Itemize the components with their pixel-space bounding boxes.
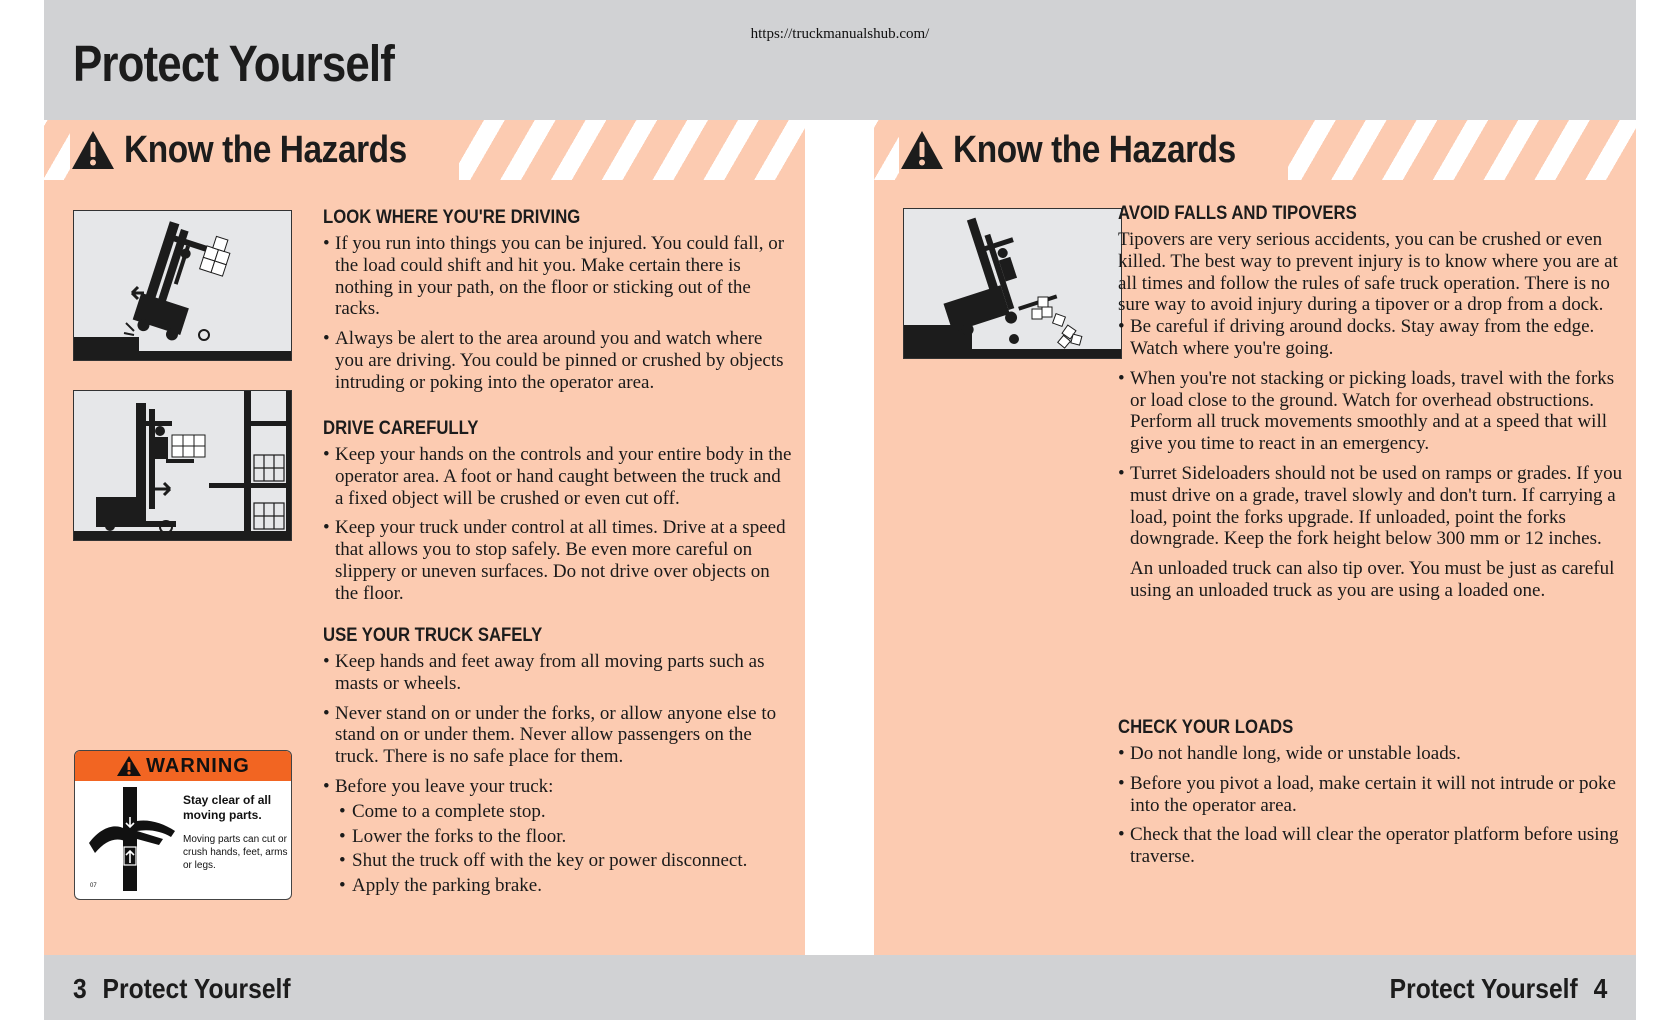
warning-triangle-icon: [70, 129, 116, 171]
list-item: • Keep your truck under control at all times. Drive at a speed that allows you to stop safely. Be even more careful on slippery or uneven surfaces. Do not drive over objects on the floor.: [323, 517, 793, 604]
crush-hazard-pictogram: [81, 783, 181, 893]
list-item: • Do not handle long, wide or unstable loads.: [1118, 743, 1623, 765]
hazard-heading: [70, 120, 459, 180]
sub-list-item: • Come to a complete stop.: [335, 801, 793, 823]
footer-title: Protect Yourself: [1389, 973, 1578, 1004]
section-title: CHECK YOUR LOADS: [1118, 717, 1294, 738]
warning-decal-description: Moving parts can cut or crush hands, feet, arms or legs.: [183, 834, 288, 871]
list-item: • Never stand on or under the forks, or allow anyone else to stand on or under them. Never allow passengers on the truck. There is no safe place for them.: [323, 703, 793, 768]
warning-decal-headline: Stay clear of all moving parts.: [183, 793, 272, 822]
source-url: https://truckmanualshub.com/: [750, 26, 930, 42]
list-item: • Turret Sideloaders should not be used on ramps or grades. If you must drive on a grade, travel slowly and don't turn. If carrying a load, point the forks upgrade. If unloaded, point the forks downgrade. Keep the fork height below 300 mm or 12 inches.: [1118, 463, 1623, 550]
list-item: • Always be alert to the area around you and watch where you are driving. You could be pinned or crushed by objects intruding or poking into the operator area.: [323, 328, 793, 393]
warning-decal-code: 07: [90, 883, 97, 889]
page-gutter: [805, 120, 874, 955]
section-avoid-falls: [1118, 203, 1623, 610]
section-title: DRIVE CAREFULLY: [323, 418, 479, 439]
section-drive-carefully: [323, 418, 793, 613]
section-look-where-driving: [323, 207, 793, 402]
warning-decal: [74, 750, 292, 900]
paragraph: Tipovers are very serious accidents, you can be crushed or even killed. The best way to prevent injury is to know where you are at all times and follow the rules of safe truck operation. There is no sure way to avoid injury during a tipover or a drop from a dock.: [1118, 229, 1618, 316]
page-number: 3: [73, 973, 87, 1004]
list-item: • Keep hands and feet away from all moving parts such as masts or wheels.: [323, 651, 793, 695]
list-item: • If you run into things you can be injured. You could fall, or the load could shift and hit you. Make certain there is nothing in your path, on the floor or sticking out of the racks.: [323, 233, 793, 320]
page-footer: [44, 955, 1636, 1020]
section-use-truck-safely: [323, 625, 793, 905]
list-item: • Be careful if driving around docks. Stay away from the edge. Watch where you're going.: [1118, 316, 1623, 360]
list-item: [323, 776, 793, 897]
warning-triangle-icon: [116, 755, 142, 777]
right-page-panel: [874, 120, 1636, 955]
left-page-panel: [44, 120, 805, 955]
sub-list-item: • Lower the forks to the floor.: [335, 826, 793, 848]
illustration-rack-aisle: [73, 390, 292, 541]
section-title: AVOID FALLS AND TIPOVERS: [1118, 203, 1357, 224]
section-heading: Know the Hazards: [953, 128, 1236, 171]
list-item: • When you're not stacking or picking loads, travel with the forks or load close to the ground. Watch for overhead obstructions. Perform all truck movements smoothly and at a speed that will give you time to react in an emergency.: [1118, 368, 1623, 455]
illustration-dock-tipover: [903, 208, 1122, 359]
hazard-heading: [899, 120, 1288, 180]
list-item: • Check that the load will clear the operator platform before using traverse.: [1118, 824, 1623, 868]
section-title: LOOK WHERE YOU'RE DRIVING: [323, 207, 581, 228]
paragraph: An unloaded truck can also tip over. You must be just as careful using an unloaded truck as you are using a loaded one.: [1130, 558, 1615, 601]
section-heading: Know the Hazards: [124, 128, 407, 171]
list-item: • Before you pivot a load, make certain it will not intrude or poke into the operator area.: [1118, 773, 1623, 817]
warning-triangle-icon: [899, 129, 945, 171]
footer-title: Protect Yourself: [102, 973, 291, 1004]
footer-left: [73, 973, 291, 1005]
page-number: 4: [1593, 973, 1607, 1004]
manual-spread: [44, 0, 1636, 1020]
section-title: USE YOUR TRUCK SAFELY: [323, 625, 543, 646]
section-check-loads: [1118, 717, 1623, 876]
footer-right: [1389, 973, 1607, 1005]
page-title: Protect Yourself: [73, 35, 394, 92]
list-item: • Keep your hands on the controls and your entire body in the operator area. A foot or hand caught between the truck and a fixed object will be crushed or even cut off.: [323, 444, 793, 509]
sub-list-item: • Apply the parking brake.: [335, 875, 793, 897]
sub-list-item: • Shut the truck off with the key or power disconnect.: [335, 850, 793, 872]
illustration-load-shift: [73, 210, 292, 361]
list-item-text: Before you leave your truck:: [335, 775, 554, 797]
warning-decal-title: WARNING: [146, 754, 250, 777]
warning-decal-header: [75, 751, 291, 781]
